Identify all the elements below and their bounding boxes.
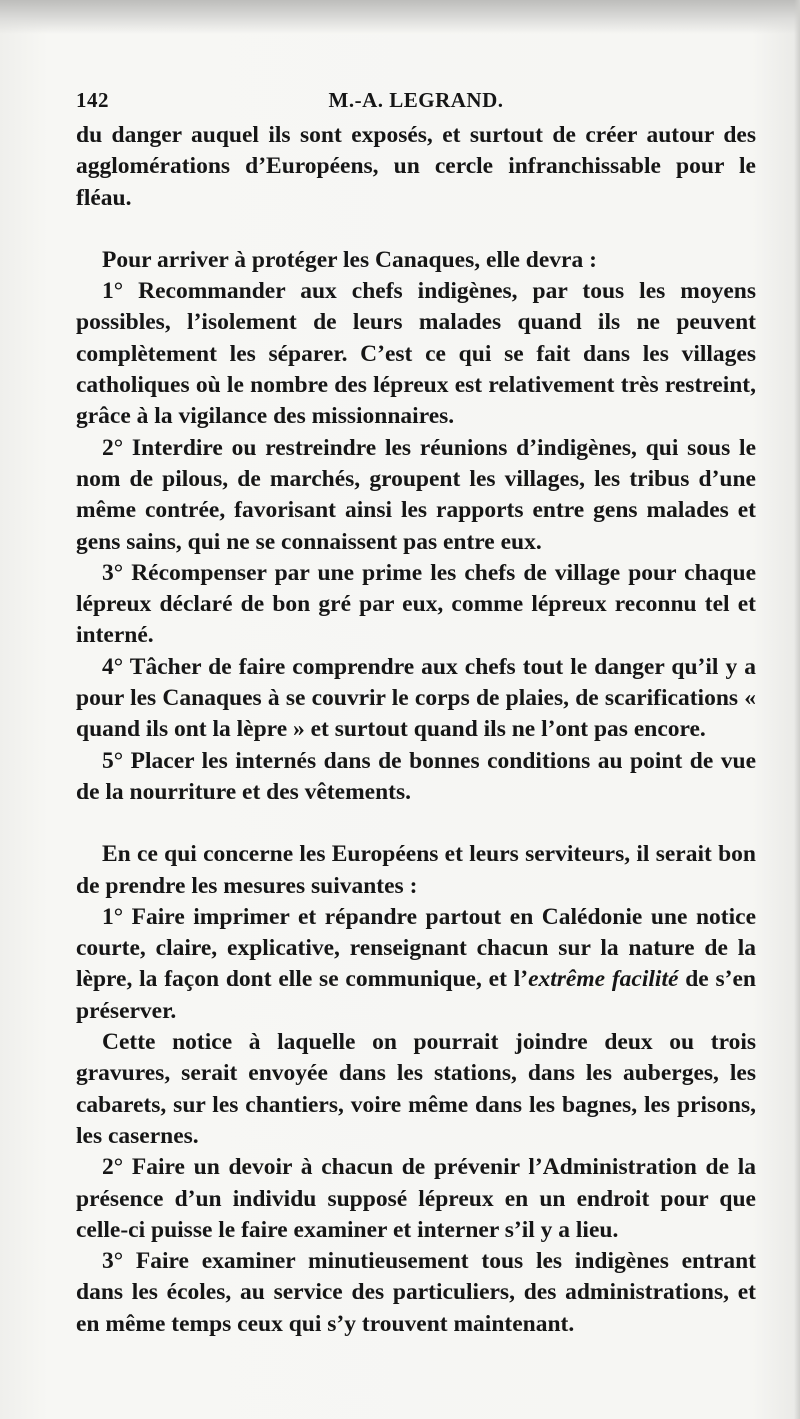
page-number: 142 bbox=[76, 88, 109, 112]
emphasis-text: extrême facilité bbox=[528, 966, 679, 993]
list-item-5: 5° Placer les internés dans de bonnes conditions au point de vue de la nourriture et des vêtements. bbox=[76, 747, 756, 805]
text-run: 1° Faire imprimer et répandre partout en Calédonie une notice courte, claire, explicative, renseignant chacun sur la nature de la lèpre, la façon dont elle se communique, et l’ bbox=[76, 903, 756, 993]
list-item-4: 4° Tâcher de faire comprendre aux chefs tout le danger qu’il y a pour les Canaques à se couvrir le corps de plaies, de scarifications « quand ils ont la lèpre » et surtout quand ils ne l’ont pas encore. bbox=[76, 653, 756, 743]
list-item-europeens-3: 3° Faire examiner minutieusement tous les indigènes entrant dans les écoles, au service des particuliers, des administrations, et en même temps ceux qui s’y trouvent maintenant. bbox=[76, 1248, 756, 1337]
list-item-europeens-1 bbox=[76, 902, 756, 1027]
list-item-1: 1° Recommander aux chefs indigènes, par tous les moyens possibles, l’isolement de leurs malades quand ils ne peuvent complètement les séparer. C’est ce qui se fait dans les villages catholiques où le nombre des lépreux est relativement très restreint, grâce à la vigilance des missionnaires. bbox=[76, 278, 756, 430]
body-text bbox=[76, 120, 756, 1340]
paragraph-notice: Cette notice à laquelle on pourrait joindre deux ou trois gravures, serait envoyée dans les stations, dans les auberges, les cabarets, sur les chantiers, voire même dans les bagnes, les prisons, les casernes. bbox=[76, 1029, 756, 1149]
running-head-author: M.-A. LEGRAND. bbox=[328, 88, 504, 112]
list-item-2: 2° Interdire ou restreindre les réunions d’indigènes, qui sous le nom de pilous, de marchés, groupent les villages, les tribus d’une même contrée, favorisant ainsi les rapports entre gens malades et gens sains, qui ne se connaissent pas entre eux. bbox=[76, 434, 756, 555]
list-item-3: 3° Récompenser par une prime les chefs de village pour chaque lépreux déclaré de bon gré par eux, comme lépreux reconnu tel et interné. bbox=[76, 559, 756, 649]
paragraph-intro-europeens: En ce qui concerne les Européens et leurs serviteurs, il serait bon de prendre les mesures suivantes : bbox=[76, 841, 756, 899]
scan-shadow-top bbox=[0, 0, 800, 34]
list-item-europeens-2: 2° Faire un devoir à chacun de prévenir l’Administration de la présence d’un individu supposé lépreux en un endroit pour que celle-ci puisse le faire examiner et interner s’il y a lieu. bbox=[76, 1154, 756, 1243]
scan-shadow-right bbox=[794, 0, 800, 1419]
text-run: de s’en préserver. bbox=[76, 966, 756, 1024]
paragraph-continuation: du danger auquel ils sont exposés, et surtout de créer autour des agglomérations d’Européens, un cercle infranchissable pour le fléau. bbox=[76, 122, 756, 211]
running-header bbox=[76, 88, 756, 118]
paragraph-intro-canaques: Pour arriver à protéger les Canaques, elle devra : bbox=[102, 246, 597, 273]
